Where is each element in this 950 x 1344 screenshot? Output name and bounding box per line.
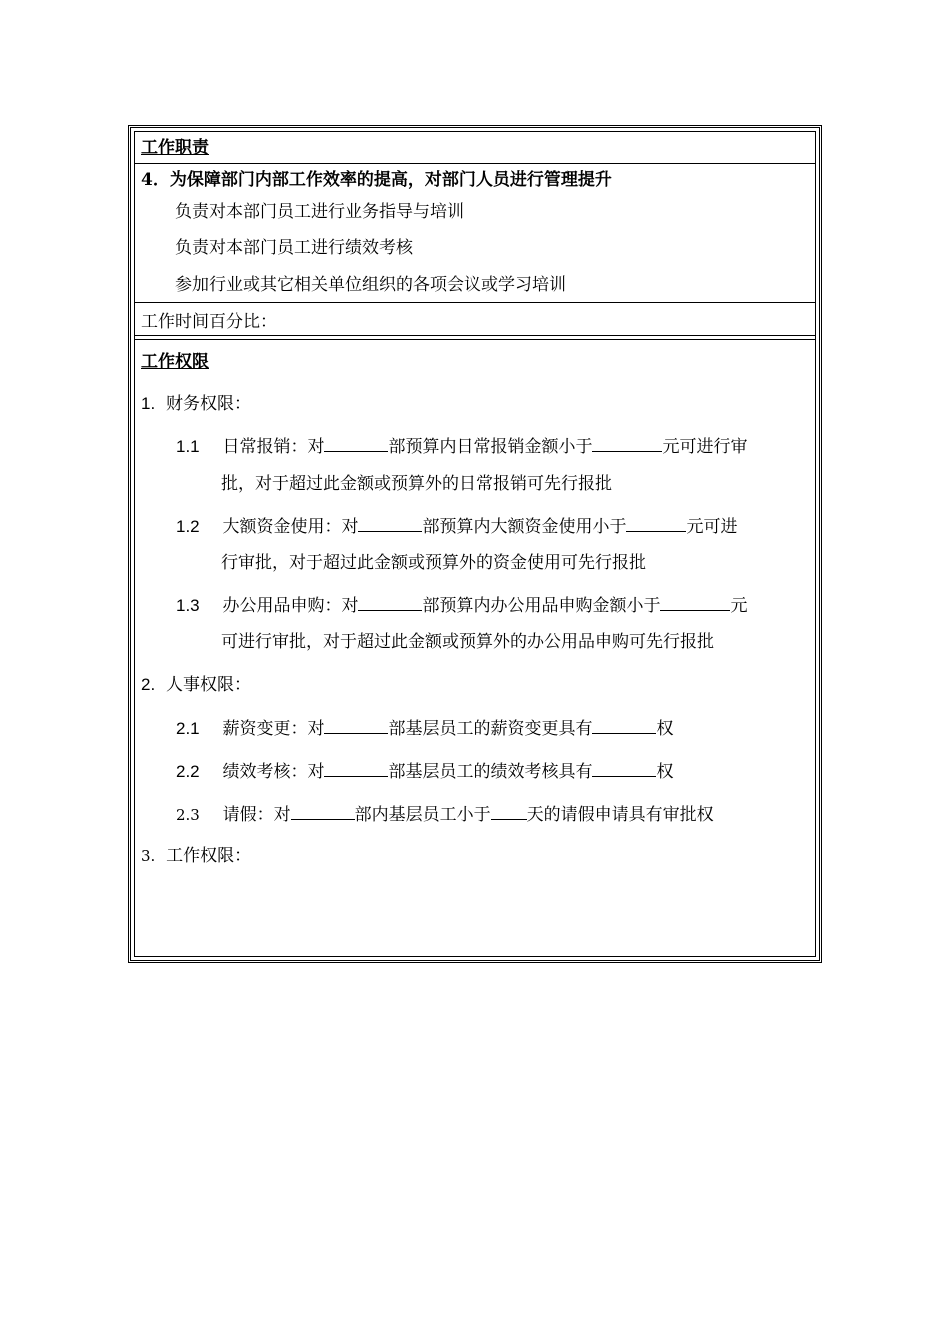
item-number: 1.2 [176,517,200,536]
work-label: 工作权限： [166,846,252,866]
item-text: 部预算内办公用品申购金额小于 [422,596,661,616]
document-inner-border [134,131,816,957]
divider [135,302,815,303]
blank-field [324,717,388,734]
item-text: 部预算内大额资金使用小于 [422,517,627,537]
blank-field [324,760,388,777]
divider [135,163,815,164]
section-title-authority: 工作权限 [141,352,209,372]
item-number: 3. [141,847,156,865]
blank-field [592,435,662,452]
item-text: 权 [656,719,674,739]
item-number: 2.3 [176,806,200,824]
blank-field [291,803,355,820]
item-number: 2.1 [176,719,200,738]
item-number: 1. [141,394,156,413]
blank-field [592,760,656,777]
hr-item [176,760,673,782]
finance-item [176,435,747,457]
item-number: 1.3 [176,596,200,615]
blank-field [358,515,422,532]
blank-field [626,515,686,532]
item-number: 2.2 [176,762,200,781]
time-percentage-label: 工作时间百分比： [141,312,277,332]
item-text: 元 [730,596,748,616]
hr-item [176,803,714,825]
finance-item-continued: 行审批，对于超过此金额或预算外的资金使用可先行报批 [221,553,646,573]
hr-item [176,717,673,739]
item-text: 部基层员工的薪资变更具有 [388,719,593,739]
document-frame [128,125,822,963]
blank-field [324,435,388,452]
item-text: 办公用品申购：对 [222,596,359,616]
item-text: 部预算内日常报销金额小于 [388,437,593,457]
item-text: 部基层员工的绩效考核具有 [388,762,593,782]
item-text: 元可进行审 [662,437,748,457]
section-title-duties: 工作职责 [141,138,209,158]
item-text: 薪资变更：对 [222,719,325,739]
item-text: 绩效考核：对 [222,762,325,782]
duty-item: 参加行业或其它相关单位组织的各项会议或学习培训 [175,275,566,295]
finance-item [176,594,747,616]
item-text: 部内基层员工小于 [354,805,491,825]
finance-authority-heading [141,394,251,414]
work-authority-heading [141,846,251,866]
duty-item: 负责对本部门员工进行绩效考核 [175,238,413,258]
item-number: 1.1 [176,437,200,456]
item-text: 天的请假申请具有审批权 [526,805,714,825]
item-number: 2. [141,675,156,694]
finance-label: 财务权限： [166,394,251,414]
blank-field [660,594,730,611]
item-text: 元可进 [686,517,738,537]
finance-item-continued: 批，对于超过此金额或预算外的日常报销可先行报批 [221,474,612,494]
duty-heading: 4．为保障部门内部工作效率的提高，对部门人员进行管理提升 [141,170,612,190]
finance-item-continued: 可进行审批，对于超过此金额或预算外的办公用品申购可先行报批 [221,632,714,652]
finance-item [176,515,737,537]
hr-label: 人事权限： [166,675,251,695]
blank-field [592,717,656,734]
item-text: 日常报销：对 [222,437,325,457]
blank-field [491,803,527,820]
hr-authority-heading [141,675,251,695]
double-divider [135,335,815,340]
blank-field [358,594,422,611]
duty-item: 负责对本部门员工进行业务指导与培训 [175,202,464,222]
item-text: 权 [656,762,674,782]
item-text: 请假：对 [222,805,291,825]
item-text: 大额资金使用：对 [222,517,359,537]
